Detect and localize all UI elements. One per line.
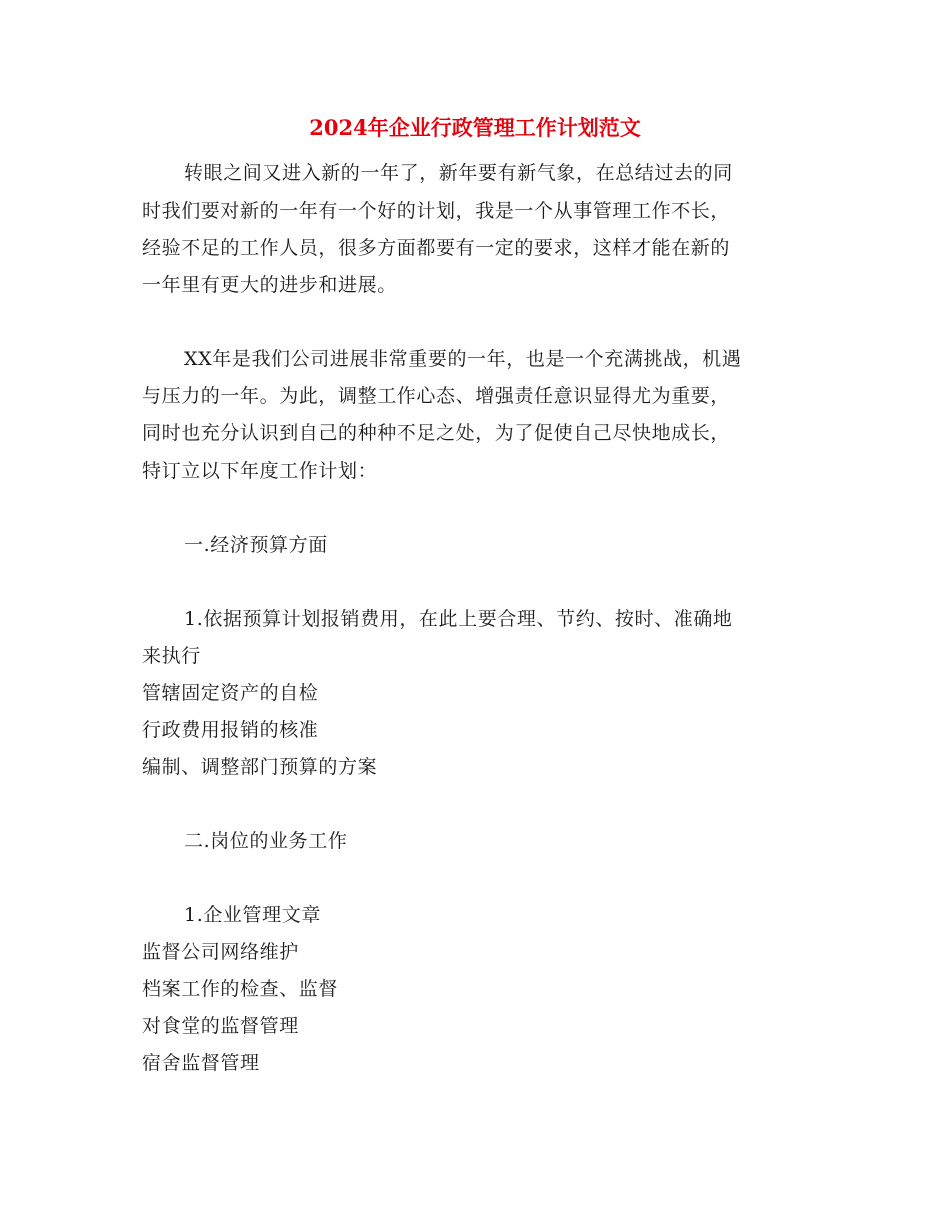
document-title: 2024年企业行政管理工作计划范文 bbox=[309, 115, 641, 140]
para2-line-4: 特订立以下年度工作计划： bbox=[142, 460, 378, 482]
section2-line-5: 宿舍监督管理 bbox=[142, 1052, 260, 1074]
section2-line-1: 1.企业管理文章 bbox=[184, 904, 321, 926]
section1-line-2: 来执行 bbox=[142, 645, 201, 667]
section2-heading: 二.岗位的业务工作 bbox=[184, 830, 348, 852]
intro-line-2: 时我们要对新的一年有一个好的计划，我是一个从事管理工作不长， bbox=[142, 200, 731, 222]
intro-line-1: 转眼之间又进入新的一年了，新年要有新气象，在总结过去的同 bbox=[184, 162, 733, 184]
intro-line-3: 经验不足的工作人员，很多方面都要有一定的要求，这样才能在新的 bbox=[142, 237, 731, 259]
section1-heading: 一.经济预算方面 bbox=[184, 534, 328, 556]
section1-line-4: 行政费用报销的核准 bbox=[142, 719, 319, 741]
para2-line-1: XX年是我们公司进展非常重要的一年，也是一个充满挑战，机遇 bbox=[184, 348, 742, 370]
para2-line-3: 同时也充分认识到自己的种种不足之处，为了促使自己尽快地成长， bbox=[142, 422, 731, 444]
section2-line-4: 对食堂的监督管理 bbox=[142, 1015, 299, 1037]
section2-line-2: 监督公司网络维护 bbox=[142, 941, 299, 963]
section1-line-1: 1.依据预算计划报销费用，在此上要合理、节约、按时、准确地 bbox=[184, 608, 733, 630]
section2-line-3: 档案工作的检查、监督 bbox=[142, 978, 339, 1000]
intro-line-4: 一年里有更大的进步和进展。 bbox=[142, 274, 397, 296]
section1-line-3: 管辖固定资产的自检 bbox=[142, 682, 319, 704]
section1-line-5: 编制、调整部门预算的方案 bbox=[142, 756, 378, 778]
para2-line-2: 与压力的一年。为此，调整工作心态、增强责任意识显得尤为重要， bbox=[142, 385, 731, 407]
